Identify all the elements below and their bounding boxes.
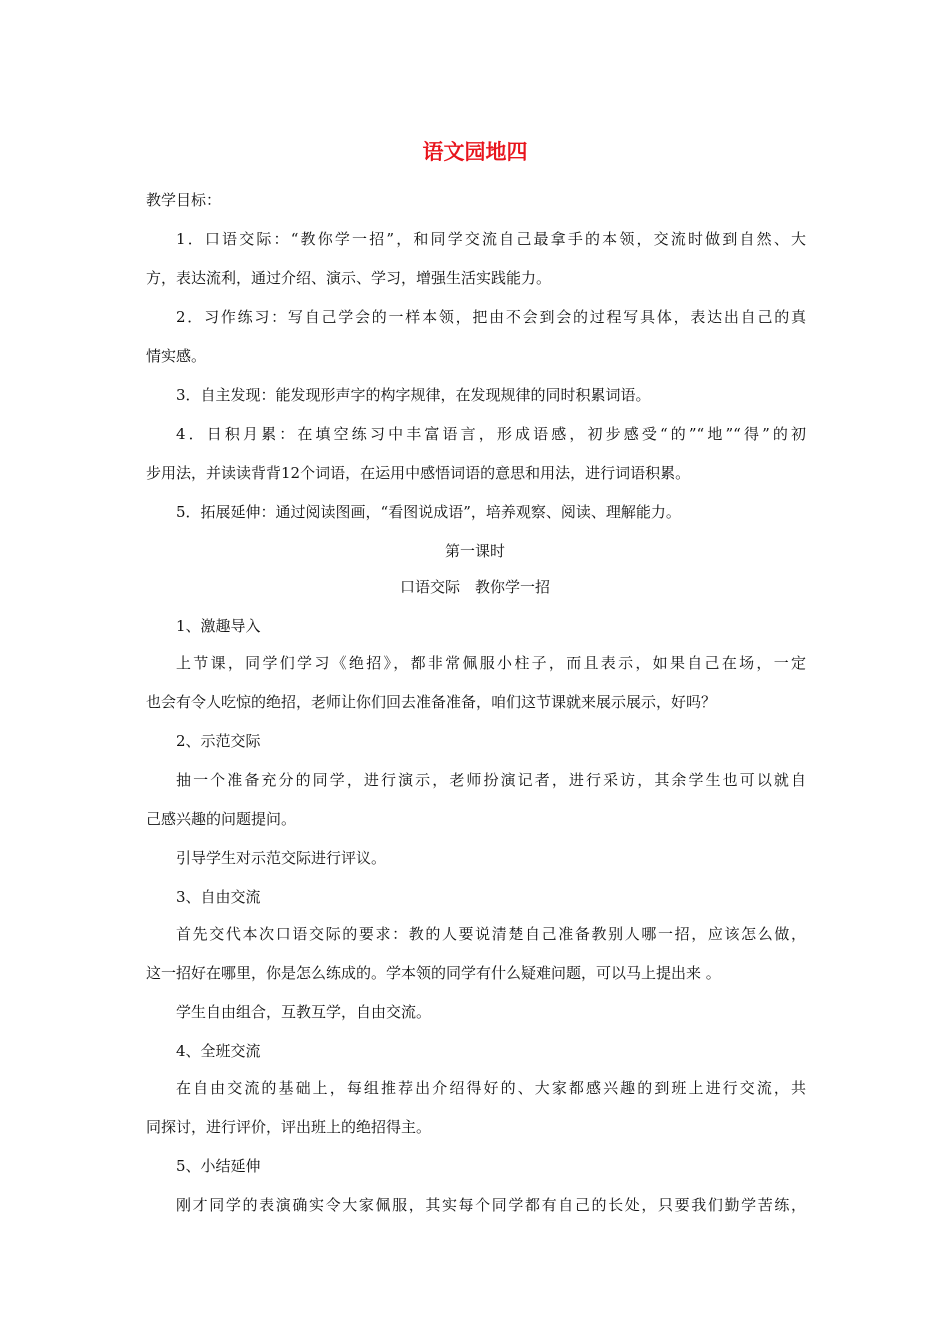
paragraph-line: 3．自主发现：能发现形声字的构字规律，在发现规律的同时积累词语。 <box>176 386 651 404</box>
paragraph-line: 引导学生对示范交际进行评议。 <box>176 849 387 867</box>
paragraph-line: 上节课，同学们学习《绝招》，都非常佩服小柱子，而且表示，如果自己在场，一定 <box>176 654 806 672</box>
paragraph-line: 5．拓展延伸：通过阅读图画，“看图说成语”，培养观察、阅读、理解能力。 <box>176 503 681 521</box>
step-heading: 2、示范交际 <box>176 732 261 750</box>
paragraph-line: 2．习作练习：写自己学会的一样本领，把由不会到会的过程写具体，表达出自己的真 <box>176 308 806 326</box>
paragraph-line: 在自由交流的基础上，每组推荐出介绍得好的、大家都感兴趣的到班上进行交流，共 <box>176 1079 806 1097</box>
paragraph-line: 刚才同学的表演确实令大家佩服，其实每个同学都有自己的长处，只要我们勤学苦练， <box>176 1196 806 1214</box>
lesson-heading: 第一课时 <box>444 542 505 560</box>
step-heading: 1、激趣导入 <box>176 617 261 635</box>
step-heading: 5、小结延伸 <box>176 1157 261 1175</box>
paragraph-line: 抽一个准备充分的同学，进行演示，老师扮演记者，进行采访，其余学生也可以就自 <box>176 771 806 789</box>
paragraph-line: 情实感。 <box>146 347 207 365</box>
paragraph-line: 首先交代本次口语交际的要求：教的人要说清楚自己准备教别人哪一招，应该怎么做， <box>176 925 806 943</box>
step-heading: 4、全班交流 <box>176 1042 261 1060</box>
paragraph-line: 也会有令人吃惊的绝招，老师让你们回去准备准备，咱们这节课就来展示展示，好吗？ <box>146 693 717 711</box>
paragraph-line: 4．日积月累：在填空练习中丰富语言，形成语感，初步感受“的”“地”“得”的初 <box>176 425 806 443</box>
paragraph-line: 己感兴趣的问题提问。 <box>146 810 297 828</box>
lesson-subheading: 口语交际 教你学一招 <box>399 578 550 596</box>
paragraph-line: 步用法，并读读背背12个词语，在运用中感悟词语的意思和用法，进行词语积累。 <box>146 464 691 482</box>
paragraph-line: 学生自由组合，互教互学，自由交流。 <box>176 1003 432 1021</box>
paragraph-line: 这一招好在哪里，你是怎么练成的。学本领的同学有什么疑难问题，可以马上提出来 。 <box>146 964 721 982</box>
paragraph-line: 方，表达流利，通过介绍、演示、学习，增强生活实践能力。 <box>146 269 552 287</box>
step-heading: 3、自由交流 <box>176 888 261 906</box>
section-heading-objectives: 教学目标： <box>146 191 222 209</box>
paragraph-line: 同探讨，进行评价，评出班上的绝招得主。 <box>146 1118 432 1136</box>
paragraph-line: 1．口语交际：“教你学一招”，和同学交流自己最拿手的本领，交流时做到自然、大 <box>176 230 806 248</box>
document-title: 语文园地四 <box>422 139 528 164</box>
